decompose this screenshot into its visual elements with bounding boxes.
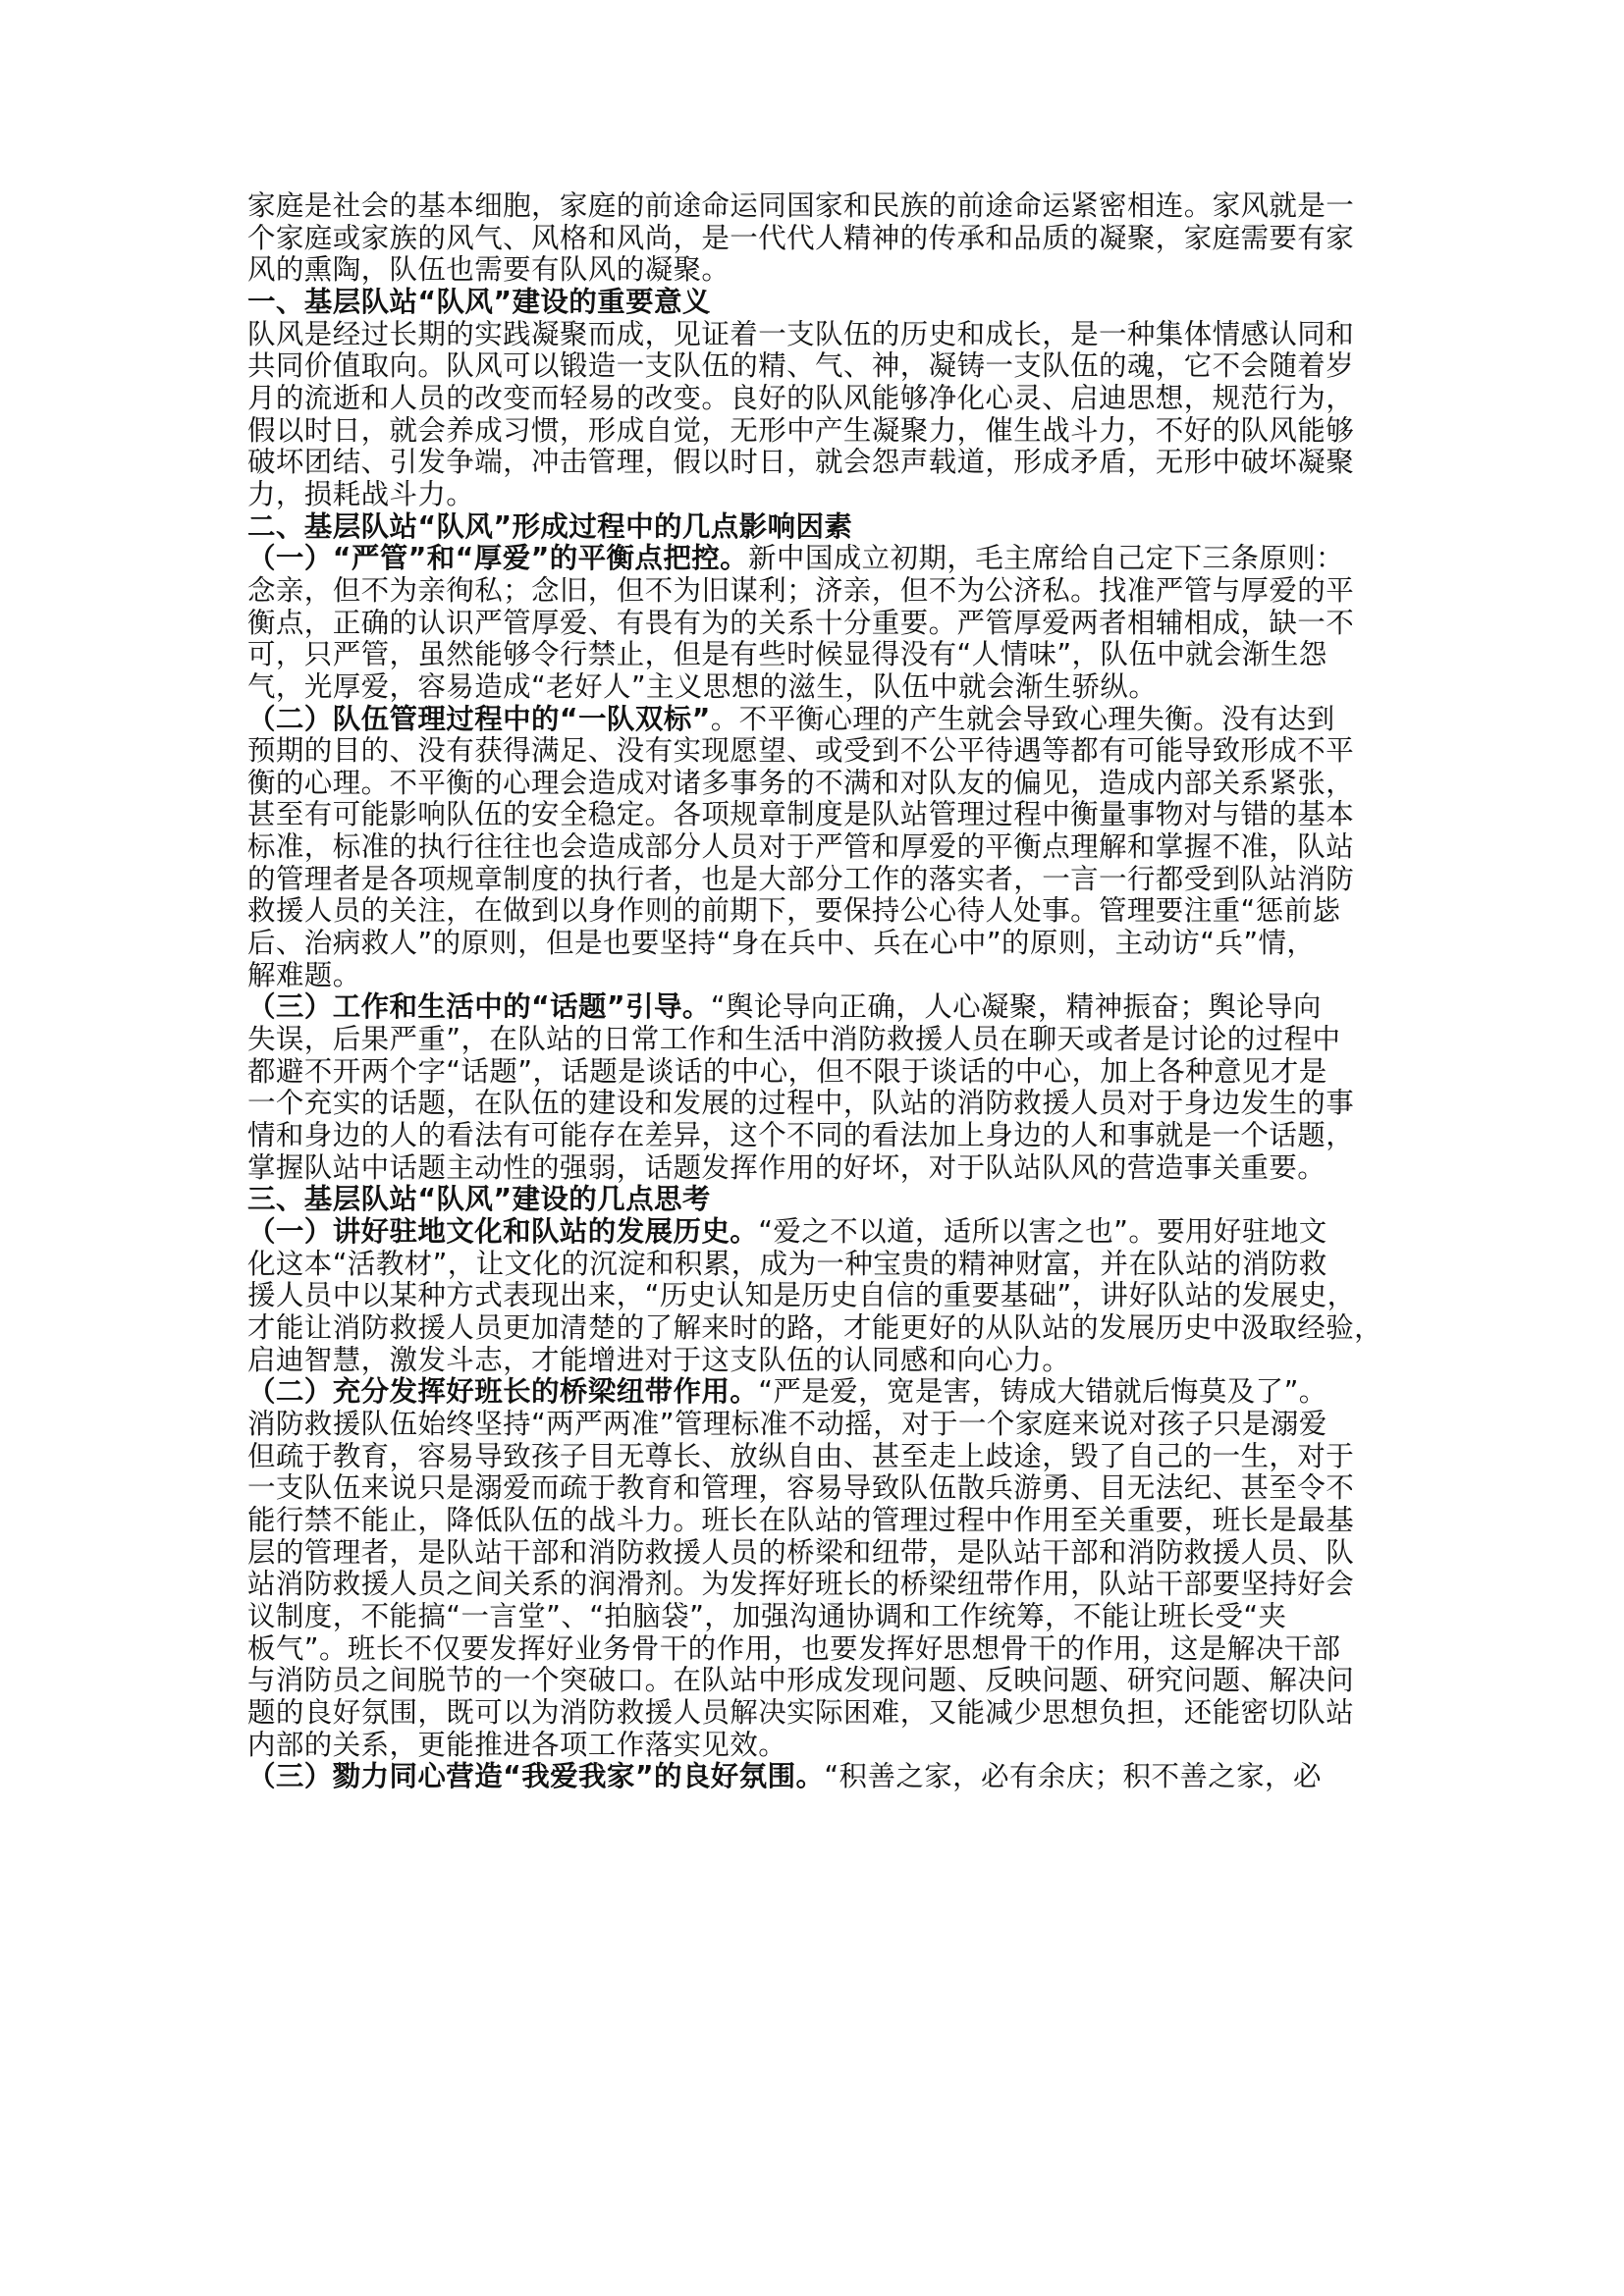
body-line: 情和身边的人的看法有可能存在差异，这个不同的看法加上身边的人和事就是一个话题， [247, 1119, 1355, 1152]
body-line: 标准，标准的执行往往也会造成部分人员对于严管和厚爱的平衡点理解和掌握不准，队站 [247, 830, 1355, 864]
body-line: 内部的关系，更能推进各项工作落实见效。 [247, 1728, 787, 1761]
body-line: 预期的目的、没有获得满足、没有实现愿望、或受到不公平待遇等都有可能导致形成不平 [247, 734, 1355, 768]
subsection-title: （一）讲好驻地文化和队站的发展历史。 [247, 1215, 759, 1248]
body-line: 衡点，正确的认识严管厚爱、有畏有为的关系十分重要。严管厚爱两者相辅相成，缺一不 [247, 606, 1355, 639]
subsection-title: （三）工作和生活中的“话题”引导。 [247, 990, 711, 1024]
subsection-first-line [247, 543, 1377, 575]
body-line: 救援人员的关注，在做到以身作则的前期下，要保持公心待人处事。管理要注重“惩前毖 [247, 894, 1341, 928]
body-line: 掌握队站中话题主动性的强弱，话题发挥作用的好坏，对于队站队风的营造事关重要。 [247, 1150, 1326, 1184]
body-line: 站消防救援人员之间关系的润滑剂。为发挥好班长的桥梁纽带作用，队站干部要坚持好会 [247, 1568, 1355, 1601]
subsection-title: （二）充分发挥好班长的桥梁纽带作用。 [247, 1375, 759, 1409]
body-line: 与消防员之间脱节的一个突破口。在队站中形成发现问题、反映问题、研究问题、解决问 [247, 1664, 1355, 1697]
body-line: 的管理者是各项规章制度的执行者，也是大部分工作的落实者，一言一行都受到队站消防 [247, 862, 1355, 895]
body-line: 消防救援队伍始终坚持“两严两准”管理标准不动摇，对于一个家庭来说对孩子只是溺爱 [247, 1407, 1327, 1440]
subsection-title: （三）勠力同心营造“我爱我家”的良好氛围。 [247, 1760, 825, 1793]
body-text: “积善之家，必有余庆；积不善之家，必 [824, 1760, 1322, 1793]
body-text: 新中国成立初期，毛主席给自己定下三条原则： [748, 542, 1344, 575]
body-line: 失误，后果严重”，在队站的日常工作和生活中消防救援人员在聊天或者是讨论的过程中 [247, 1023, 1341, 1056]
body-line: 援人员中以某种方式表现出来，“历史认知是历史自信的重要基础”，讲好队站的发展史， [247, 1279, 1356, 1312]
body-line: 一支队伍来说只是溺爱而疏于教育和管理，容易导致队伍散兵游勇、目无法纪、甚至令不 [247, 1471, 1355, 1505]
section-heading-3: 三、基层队站“队风”建设的几点思考 [247, 1183, 711, 1216]
intro-line: 个家庭或家族的风气、风格和风尚，是一代代人精神的传承和品质的凝聚，家庭需要有家 [247, 221, 1355, 254]
body-line: 月的流逝和人员的改变而轻易的改变。良好的队风能够净化心灵、启迪思想，规范行为， [247, 381, 1355, 414]
body-line: 一个充实的话题，在队伍的建设和发展的过程中，队站的消防救援人员对于身边发生的事 [247, 1087, 1355, 1120]
subsection-first-line [247, 1376, 1377, 1409]
section-heading-2: 二、基层队站“队风”形成过程中的几点影响因素 [247, 509, 853, 543]
body-line: 力，损耗战斗力。 [247, 477, 475, 510]
body-text: “严是爱，宽是害，铸成大错就后悔莫及了”。 [758, 1375, 1327, 1409]
body-line: 都避不开两个字“话题”，话题是谈话的中心，但不限于谈话的中心，加上各种意见才是 [247, 1054, 1327, 1088]
body-line: 启迪智慧，激发斗志，才能增进对于这支队伍的认同感和向心力。 [247, 1343, 1071, 1376]
body-text: “舆论导向正确，人心凝聚，精神振奋；舆论导向 [710, 990, 1322, 1024]
body-line: 板气”。班长不仅要发挥好业务骨干的作用，也要发挥好思想骨干的作用，这是解决干部 [247, 1631, 1341, 1665]
body-line: 后、治病救人”的原则，但是也要坚持“身在兵中、兵在心中”的原则，主动访“兵”情， [247, 927, 1316, 960]
intro-line: 风的熏陶，队伍也需要有队风的凝聚。 [247, 253, 731, 287]
body-line: 共同价值取向。队风可以锻造一支队伍的精、气、神，凝铸一支队伍的魂，它不会随着岁 [247, 349, 1355, 383]
subsection-first-line [247, 991, 1377, 1024]
body-line: 但疏于教育，容易导致孩子目无尊长、放纵自由、甚至走上歧途，毁了自己的一生，对于 [247, 1439, 1355, 1472]
subsection-first-line [247, 704, 1377, 736]
body-line: 破坏团结、引发争端，冲击管理，假以时日，就会怨声载道，形成矛盾，无形中破坏凝聚 [247, 446, 1355, 479]
intro-line: 家庭是社会的基本细胞，家庭的前途命运同国家和民族的前途命运紧密相连。家风就是一 [247, 189, 1355, 222]
body-line: 能行禁不能止，降低队伍的战斗力。班长在队站的管理过程中作用至关重要，班长是最基 [247, 1503, 1355, 1536]
body-line: 衡的心理。不平衡的心理会造成对诸多事务的不满和对队友的偏见，造成内部关系紧张， [247, 766, 1355, 799]
body-line: 层的管理者，是队站干部和消防救援人员的桥梁和纽带，是队站干部和消防救援人员、队 [247, 1535, 1355, 1569]
subsection-first-line [247, 1761, 1377, 1793]
body-line: 题的良好氛围，既可以为消防救援人员解决实际困难，又能减少思想负担，还能密切队站 [247, 1695, 1355, 1729]
body-line: 议制度，不能搞“一言堂”、“拍脑袋”，加强沟通协调和工作统筹，不能让班长受“夹 [247, 1599, 1287, 1632]
body-line: 气，光厚爱，容易造成“老好人”主义思想的滋生，队伍中就会渐生骄纵。 [247, 669, 1158, 703]
body-text: 。不平衡心理的产生就会导致心理失衡。没有达到 [710, 702, 1335, 735]
body-text: “爱之不以道，适所以害之也”。要用好驻地文 [758, 1215, 1327, 1248]
body-line: 才能让消防救援人员更加清楚的了解来时的路，才能更好的从队站的发展历史中汲取经验， [247, 1310, 1383, 1344]
body-line: 可，只严管，虽然能够令行禁止，但是有些时候显得没有“人情味”，队伍中就会渐生怨 [247, 638, 1327, 671]
subsection-title: （二）队伍管理过程中的“一队双标” [247, 702, 711, 735]
body-line: 化这本“活教材”，让文化的沉淀和积累，成为一种宝贵的精神财富，并在队站的消防救 [247, 1247, 1327, 1280]
body-line: 甚至有可能影响队伍的安全稳定。各项规章制度是队站管理过程中衡量事物对与错的基本 [247, 798, 1355, 831]
body-line: 念亲，但不为亲徇私；念旧，但不为旧谋利；济亲，但不为公济私。找准严管与厚爱的平 [247, 573, 1355, 607]
document-page [247, 189, 1383, 1793]
subsection-title: （一）“严管”和“厚爱”的平衡点把控。 [247, 542, 749, 575]
body-line: 假以时日，就会养成习惯，形成自觉，无形中产生凝聚力，催生战斗力，不好的队风能够 [247, 413, 1355, 447]
subsection-first-line [247, 1216, 1377, 1249]
body-line: 队风是经过长期的实践凝聚而成，见证着一支队伍的历史和成长，是一种集体情感认同和 [247, 317, 1355, 350]
section-heading-1: 一、基层队站“队风”建设的重要意义 [247, 285, 711, 318]
body-line: 解难题。 [247, 958, 361, 991]
